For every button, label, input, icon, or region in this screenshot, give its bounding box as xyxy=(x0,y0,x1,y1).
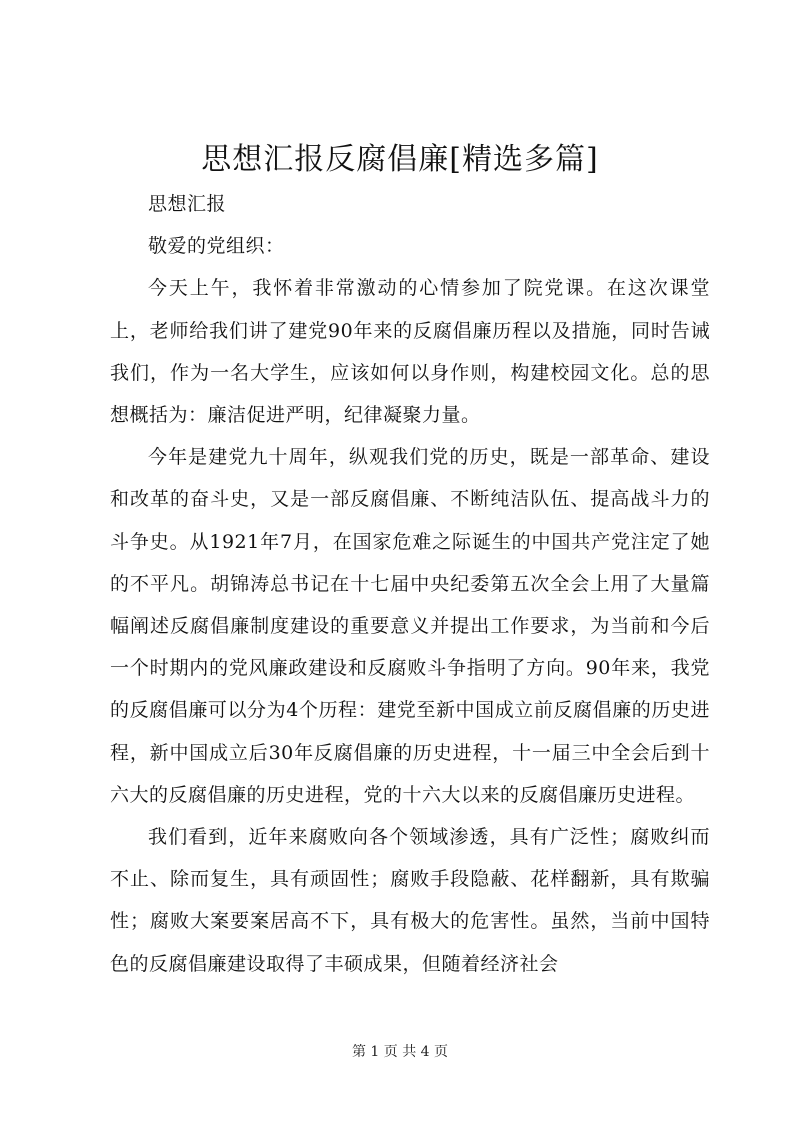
paragraph: 今年是建党九十周年，纵观我们党的历史，既是一部革命、建设和改革的奋斗史，又是一部反腐倡廉、不断纯洁队伍、提高战斗力的斗争史。从1921年7月，在国家危难之际诞生的中国共产党注定了她的不平凡。胡锦涛总书记在十七届中央纪委第五次全会上用了大量篇幅阐述反腐倡廉制度建设的重要意义并提出工作要求，为当前和今后一个时期内的党风廉政建设和反腐败斗争指明了方向。90年来，我党的反腐倡廉可以分为4个历程：建党至新中国成立前反腐倡廉的历史进程，新中国成立后30年反腐倡廉的历史进程，十一届三中全会后到十六大的反腐倡廉的历史进程，党的十六大以来的反腐倡廉历史进程。 xyxy=(110,446,710,806)
document-body xyxy=(110,183,710,985)
paragraph-heading: 思想汇报 xyxy=(148,193,227,215)
page-number-footer: 第 1 页 共 4 页 xyxy=(351,1044,449,1060)
paragraph: 今天上午，我怀着非常激动的心情参加了院党课。在这次课堂上，老师给我们讲了建党90年来的反腐倡廉历程以及措施，同时告诫我们，作为一名大学生，应该如何以身作则，构建校园文化。总的思想概括为：廉洁促进严明，纪律凝聚力量。 xyxy=(110,277,710,427)
paragraph-salutation: 敬爱的党组织： xyxy=(148,235,285,258)
document-title: 思想汇报反腐倡廉[精选多篇] xyxy=(201,142,599,177)
paragraph: 我们看到，近年来腐败向各个领域渗透，具有广泛性；腐败纠而不止、除而复生，具有顽固性；腐败手段隐蔽、花样翻新，具有欺骗性；腐败大案要案居高不下，具有极大的危害性。虽然，当前中国特色的反腐倡廉建设取得了丰硕成果，但随着经济社会 xyxy=(110,826,710,975)
